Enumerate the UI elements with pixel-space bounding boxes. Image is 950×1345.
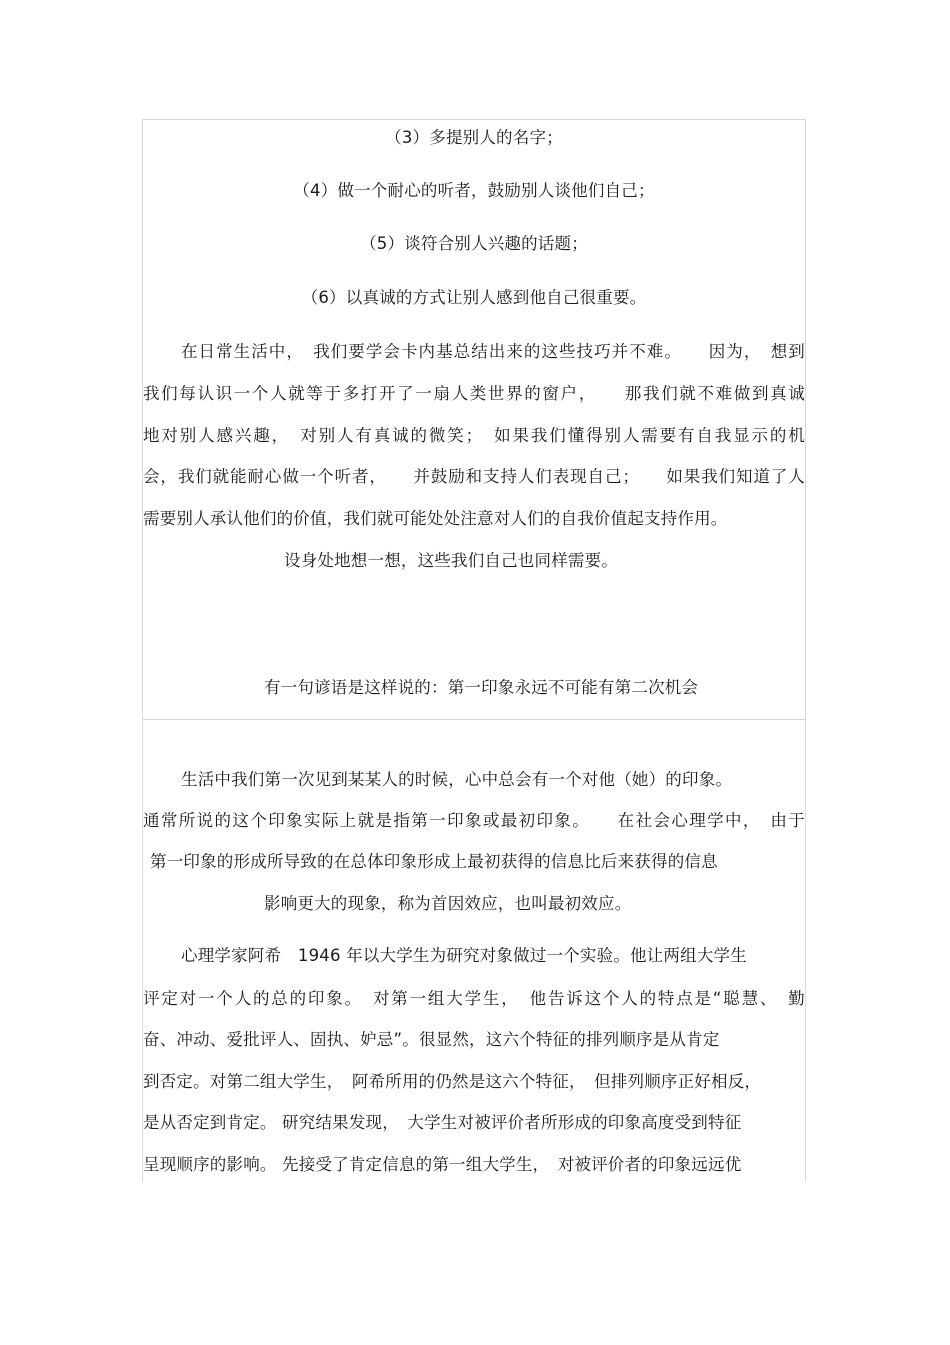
- paragraph-line: 生活中我们第一次见到某某人的时候，心中总会有一个对他（她）的印象。: [181, 770, 733, 789]
- paragraph-line: 评定对一个人的总的印象。 对第一组大学生， 他告诉这个人的特点是“聪慧、 勤: [143, 989, 805, 1008]
- paragraph-line: 地对别人感兴趣， 对别人有真诚的微笑； 如果我们懂得别人需要有自我显示的机: [143, 426, 805, 445]
- tip-item: （3）多提别人的名字；: [385, 128, 563, 147]
- tip-item: （4）做一个耐心的听者，鼓励别人谈他们自己；: [293, 181, 655, 200]
- paragraph-line: 呈现顺序的影响。 先接受了肯定信息的第一组大学生， 对被评价者的印象远远优: [143, 1155, 742, 1174]
- paragraph-line: 奋、冲动、爱批评人、固执、妒忌”。很显然，这六个特征的排列顺序是从肯定: [143, 1030, 720, 1049]
- paragraph-line: 会，我们就能耐心做一个听者， 并鼓励和支持人们表现自己； 如果我们知道了人: [143, 467, 805, 486]
- paragraph-line: 到否定。对第二组大学生， 阿希所用的仍然是这六个特征， 但排列顺序正好相反，: [143, 1072, 762, 1091]
- paragraph-line: 影响更大的现象，称为首因效应，也叫最初效应。: [264, 894, 632, 913]
- tip-item: （6）以真诚的方式让别人感到他自己很重要。: [301, 288, 647, 307]
- section-heading: 有一句谚语是这样说的：第一印象永远不可能有第二次机会: [264, 678, 699, 697]
- paragraph-line: 通常所说的这个印象实际上就是指第一印象或最初印象。 在社会心理学中， 由于: [143, 811, 805, 830]
- tip-item: （5）谈符合别人兴趣的话题；: [360, 234, 588, 253]
- right-margin-line: [805, 720, 806, 1182]
- paragraph-line: 我们每认识一个人就等于多打开了一扇人类世界的窗户， 那我们就不难做到真诚: [143, 384, 805, 403]
- paragraph-line: 心理学家阿希 1946 年以大学生为研究对象做过一个实验。他让两组大学生: [181, 946, 747, 965]
- paragraph-line: 是从否定到肯定。 研究结果发现， 大学生对被评价者所形成的印象高度受到特征: [143, 1113, 742, 1132]
- paragraph-line: 设身处地想一想，这些我们自己也同样需要。: [284, 551, 618, 570]
- paragraph-line: 需要别人承认他们的价值，我们就可能处处注意对人们的自我价值起支持作用。: [143, 509, 728, 528]
- paragraph-line: 在日常生活中， 我们要学会卡内基总结出来的这些技巧并不难。 因为， 想到: [181, 342, 805, 361]
- text-frame-border: [142, 119, 806, 720]
- paragraph-line: 第一印象的形成所导致的在总体印象形成上最初获得的信息比后来获得的信息: [150, 852, 718, 871]
